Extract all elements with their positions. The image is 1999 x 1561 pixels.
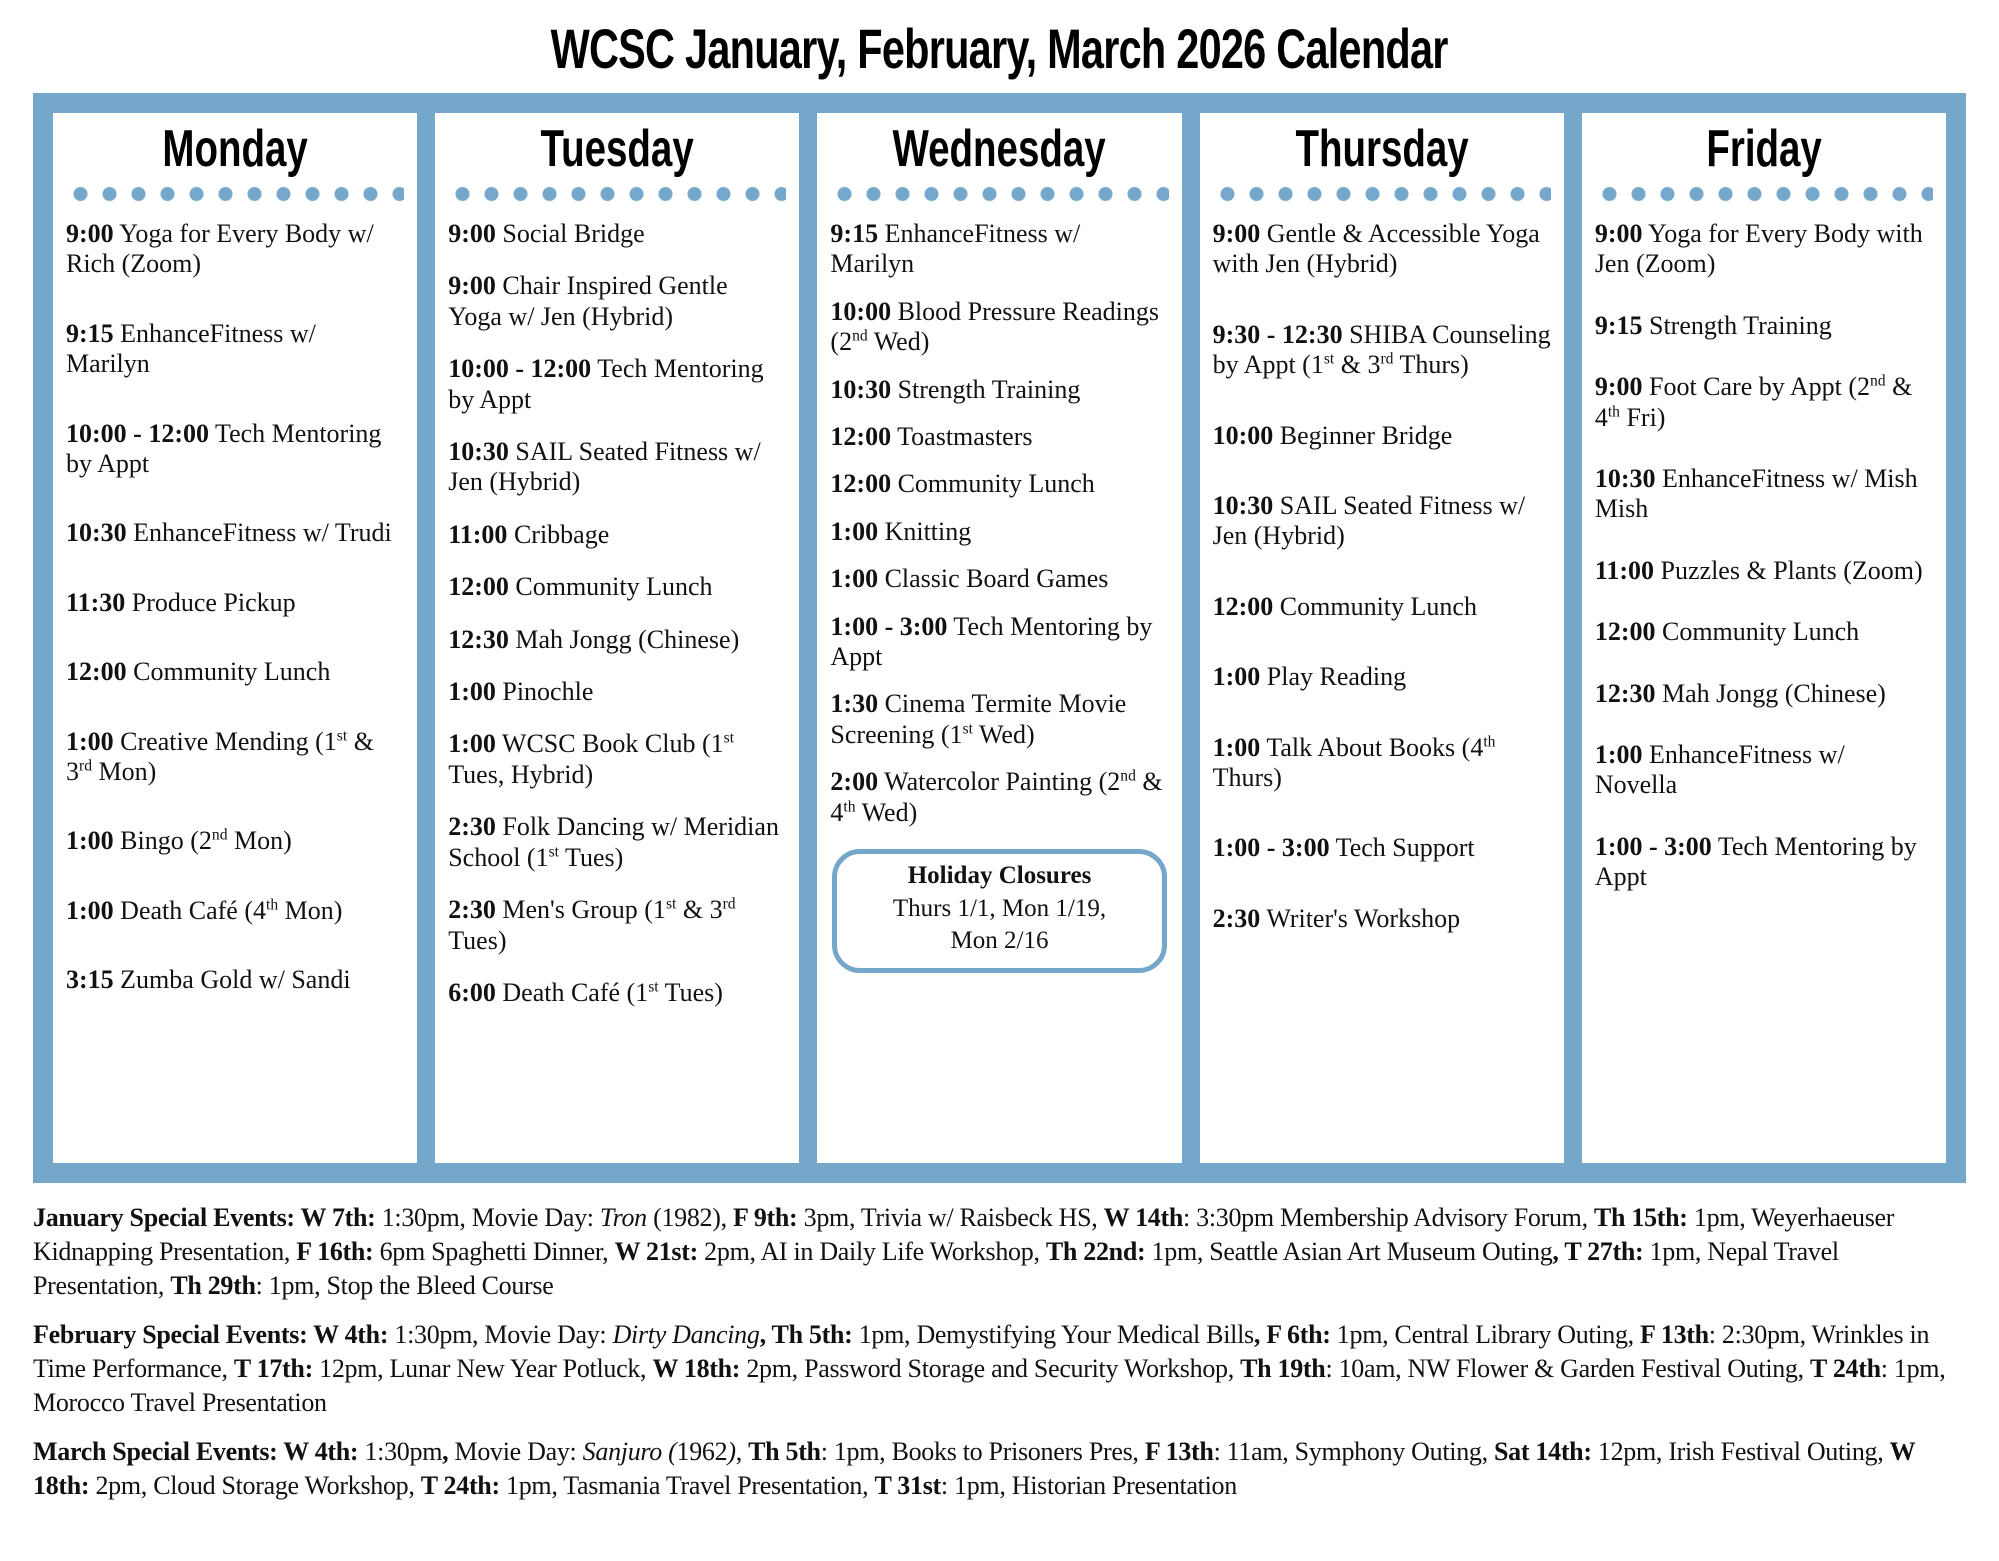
holiday-closures-line: Mon 2/16 <box>950 927 1049 955</box>
event-time: 12:30 <box>448 624 509 654</box>
event-time: 12:30 <box>1594 678 1656 708</box>
event: 11:00 Cribbage <box>448 519 610 549</box>
event: 9:30 - 12:30 SHIBA Counseling by Appt (1st & 3rd Thurs) <box>1212 319 1551 380</box>
ordinal-suffix: rd <box>1380 350 1394 368</box>
event-time: 10:00 <box>1212 420 1274 450</box>
ordinal-suffix: rd <box>79 757 92 775</box>
event: 1:00 WCSC Book Club (1st Tues, Hybrid) <box>448 729 735 789</box>
event: 12:30 Mah Jongg (Chinese) <box>1594 678 1886 708</box>
ordinal-suffix: nd <box>211 826 228 844</box>
special-events-january: January Special Events: W 7th: 1:30pm, Movie Day: Tron (1982), F 9th: 3pm, Trivia w/ Raisbeck HS, W 14th: 3:30pm Membership Advisory Forum, Th 15th: 1pm, Weyerhaeuser Kidnapping Presentation, F 16th: 6pm Spaghetti Dinner, W 21st: 2pm, AI in Daily Life Workshop, Th 22nd: 1pm, Seattle Asian Art Museum Outing, T 27th: 1pm, Nepal Travel Presentation, Th 29th: 1pm, Stop the Bleed Course <box>33 1203 1895 1301</box>
event: 9:15 EnhanceFitness w/ Marilyn <box>830 219 1081 279</box>
event-time: 10:00 <box>830 296 892 326</box>
event: 2:30 Writer's Workshop <box>1212 903 1461 933</box>
event-time: 1:00 - 3:00 <box>1594 831 1712 861</box>
event-time: 9:00 <box>1594 219 1643 248</box>
event-time: 12:00 <box>830 422 892 452</box>
event-time: 2:30 <box>448 895 496 925</box>
event: 1:00 Play Reading <box>1212 662 1407 692</box>
event: 1:00 Knitting <box>830 516 972 546</box>
day-column-wednesday <box>817 113 1181 1163</box>
ordinal-suffix: st <box>648 978 659 996</box>
event: 2:30 Folk Dancing w/ Meridian School (1st Tues) <box>448 812 779 872</box>
event: 1:00 Classic Board Games <box>830 564 1109 594</box>
day-header: Tuesday <box>540 120 694 178</box>
ordinal-suffix: st <box>548 843 559 861</box>
holiday-closures-title: Holiday Closures <box>907 862 1092 890</box>
event: 10:00 Beginner Bridge <box>1212 420 1453 450</box>
ordinal-suffix: th <box>843 798 856 816</box>
event-time: 10:30 <box>1212 491 1274 521</box>
event-time: 11:00 <box>448 519 508 549</box>
ordinal-suffix: st <box>962 720 973 738</box>
event: 2:30 Men's Group (1st & 3rd Tues) <box>448 895 736 955</box>
day-column-monday <box>53 113 417 1163</box>
dotted-divider <box>448 185 786 203</box>
event-time: 1:00 <box>66 826 114 856</box>
event-time: 1:00 <box>1212 662 1261 692</box>
ordinal-suffix: th <box>1483 733 1496 750</box>
event: 12:00 Community Lunch <box>66 657 331 687</box>
special-events-february: February Special Events: W 4th: 1:30pm, Movie Day: Dirty Dancing, Th 5th: 1pm, Demystifying Your Medical Bills, F 6th: 1pm, Central Library Outing, F 13th: 2:30pm, Wrinkles in Time Performance, T 17th: 12pm, Lunar New Year Potluck, W 18th: 2pm, Password Storage and Security Workshop, Th 19th: 10am, NW Flower & Garden Festival Outing, T 24th: 1pm, Morocco Travel Presentation <box>33 1320 1946 1418</box>
event: 1:00 Bingo (2nd Mon) <box>66 826 292 856</box>
event: 9:15 Strength Training <box>1594 310 1832 340</box>
event: 1:00 EnhanceFitness w/ Novella <box>1594 740 1845 800</box>
event: 9:00 Yoga for Every Body w/ Rich (Zoom) <box>66 219 374 279</box>
event: 10:30 EnhanceFitness w/ Trudi <box>66 518 392 548</box>
event-time: 9:00 <box>448 271 496 301</box>
event-time: 11:30 <box>66 587 126 617</box>
event: 1:00 - 3:00 Tech Support <box>1212 833 1475 863</box>
event: 12:00 Toastmasters <box>830 422 1033 452</box>
event: 12:00 Community Lunch <box>1594 617 1860 647</box>
event-time: 1:30 <box>830 689 879 719</box>
event: 1:00 - 3:00 Tech Mentoring by Appt <box>830 611 1153 672</box>
event-time: 12:00 <box>1212 591 1274 621</box>
special-events-march: March Special Events: W 4th: 1:30pm, Movie Day: Sanjuro (1962), Th 5th: 1pm, Books to Prisoners Pres, F 13th: 11am, Symphony Outing, Sat 14th: 12pm, Irish Festival Outing, W 18th: 2pm, Cloud Storage Workshop, T 24th: 1pm, Tasmania Travel Presentation, T 31st: 1pm, Historian Presentation <box>33 1437 1915 1501</box>
event-time: 11:00 <box>1594 555 1655 585</box>
event: 12:00 Community Lunch <box>830 469 1095 499</box>
dotted-divider <box>66 185 404 203</box>
event: 1:00 - 3:00 Tech Mentoring by Appt <box>1594 831 1917 892</box>
event-time: 9:00 <box>1594 372 1643 402</box>
event-time: 1:00 - 3:00 <box>830 611 948 641</box>
page-title-text: WCSC January, February, March 2026 Calendar <box>550 17 1449 80</box>
event: 12:00 Community Lunch <box>448 572 713 602</box>
dotted-divider <box>1595 185 1933 203</box>
event: 1:00 Creative Mending (1st & 3rd Mon) <box>66 726 374 787</box>
event-time: 1:00 <box>66 895 114 925</box>
event-time: 12:00 <box>448 572 509 602</box>
event-time: 2:30 <box>1212 903 1261 933</box>
ordinal-suffix: th <box>1607 402 1620 420</box>
event-time: 1:00 <box>448 677 496 707</box>
event-time: 10:00 - 12:00 <box>448 354 592 384</box>
event-time: 2:00 <box>830 767 879 797</box>
calendar-grid <box>33 93 1966 1183</box>
event-time: 9:15 <box>66 318 114 348</box>
day-header: Wednesday <box>892 120 1107 178</box>
event: 2:00 Watercolor Painting (2nd & 4th Wed) <box>830 767 1163 827</box>
event: 9:00 Social Bridge <box>448 219 645 248</box>
event: 10:00 Blood Pressure Readings (2nd Wed) <box>830 296 1159 357</box>
event-time: 6:00 <box>448 977 496 1007</box>
event: 10:30 Strength Training <box>830 374 1081 404</box>
event-time: 1:00 <box>830 564 879 594</box>
event: 9:00 Yoga for Every Body with Jen (Zoom) <box>1594 219 1923 279</box>
event-time: 9:00 <box>1212 219 1261 248</box>
event: 1:30 Cinema Termite Movie Screening (1st Wed) <box>830 689 1127 749</box>
dotted-divider <box>1213 185 1551 203</box>
event: 6:00 Death Café (1st Tues) <box>448 977 723 1007</box>
event: 9:00 Foot Care by Appt (2nd & 4th Fri) <box>1594 372 1913 432</box>
day-column-tuesday <box>435 113 799 1163</box>
event-time: 1:00 <box>66 726 114 756</box>
ordinal-suffix: rd <box>722 895 736 913</box>
day-column-thursday <box>1200 113 1564 1163</box>
event-time: 1:00 <box>448 729 496 759</box>
event: 9:00 Chair Inspired Gentle Yoga w/ Jen (Hybrid) <box>448 271 728 331</box>
ordinal-suffix: nd <box>1120 767 1136 785</box>
event: 1:00 Talk About Books (4th Thurs) <box>1212 732 1496 793</box>
event-time: 10:00 - 12:00 <box>66 418 209 448</box>
event-time: 10:30 <box>1594 464 1656 494</box>
event-time: 1:00 <box>1212 732 1261 762</box>
event-time: 9:15 <box>830 219 879 248</box>
event-time: 1:00 <box>1594 740 1643 770</box>
event: 9:15 EnhanceFitness w/ Marilyn <box>66 318 316 379</box>
event-time: 9:15 <box>1594 310 1643 340</box>
day-header: Friday <box>1706 120 1822 178</box>
dotted-divider <box>830 185 1168 203</box>
event: 10:00 - 12:00 Tech Mentoring by Appt <box>66 418 382 479</box>
event: 12:30 Mah Jongg (Chinese) <box>448 624 740 654</box>
event-time: 1:00 <box>830 516 879 546</box>
day-header: Thursday <box>1295 120 1469 178</box>
event: 10:30 SAIL Seated Fitness w/ Jen (Hybrid) <box>1212 491 1526 551</box>
day-header: Monday <box>162 120 308 178</box>
event-time: 9:30 - 12:30 <box>1212 319 1343 349</box>
ordinal-suffix: st <box>1323 350 1335 368</box>
event: 10:30 EnhanceFitness w/ Mish Mish <box>1594 464 1918 524</box>
ordinal-suffix: th <box>266 896 279 914</box>
page-title <box>0 16 1999 81</box>
event-time: 2:30 <box>448 812 496 842</box>
event: 12:00 Community Lunch <box>1212 591 1477 621</box>
event-time: 10:30 <box>66 518 127 548</box>
event-time: 10:30 <box>830 374 892 404</box>
event: 1:00 Pinochle <box>448 677 594 707</box>
holiday-closures-line: Thurs 1/1, Mon 1/19, <box>892 894 1107 922</box>
event: 1:00 Death Café (4th Mon) <box>66 895 343 925</box>
event: 9:00 Gentle & Accessible Yoga with Jen (Hybrid) <box>1212 219 1540 279</box>
event: 3:15 Zumba Gold w/ Sandi <box>66 965 351 995</box>
event-time: 3:15 <box>66 965 114 995</box>
event-time: 1:00 - 3:00 <box>1212 833 1330 863</box>
event: 10:30 SAIL Seated Fitness w/ Jen (Hybrid) <box>448 437 761 497</box>
ordinal-suffix: st <box>665 895 677 913</box>
ordinal-suffix: nd <box>1869 372 1886 390</box>
event: 11:30 Produce Pickup <box>66 587 296 617</box>
ordinal-suffix: nd <box>852 327 868 345</box>
holiday-closures-box <box>832 849 1166 973</box>
ordinal-suffix: st <box>336 727 348 744</box>
ordinal-suffix: st <box>723 729 735 747</box>
event-time: 9:00 <box>66 219 114 248</box>
event: 11:00 Puzzles & Plants (Zoom) <box>1594 555 1923 585</box>
event: 10:00 - 12:00 Tech Mentoring by Appt <box>448 354 764 414</box>
day-column-friday <box>1582 113 1946 1163</box>
event-time: 12:00 <box>66 657 127 687</box>
event-time: 10:30 <box>448 437 509 467</box>
event-time: 12:00 <box>830 469 892 499</box>
event-time: 12:00 <box>1594 617 1656 647</box>
event-time: 9:00 <box>448 219 496 248</box>
special-events-section <box>33 1201 1966 1503</box>
